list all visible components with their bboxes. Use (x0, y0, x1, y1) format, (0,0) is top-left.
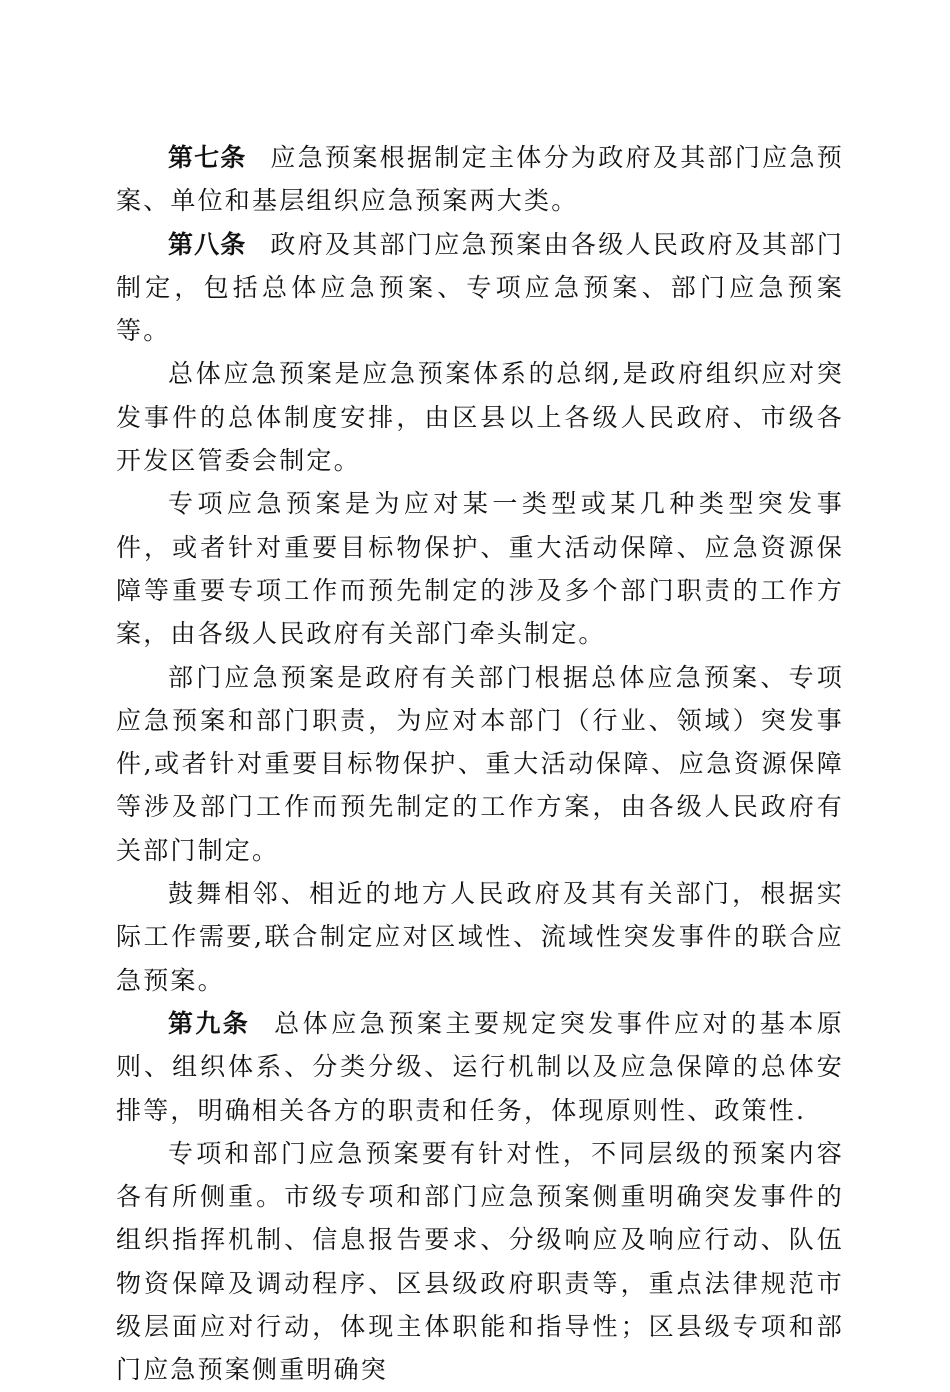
paragraph-text: 总体应急预案是应急预案体系的总纲,是政府组织应对突发事件的总体制度安排，由区县以上各级人民政府、市级各开发区管委会制定。 (116, 359, 844, 476)
paragraph-article-8 (116, 223, 844, 353)
paragraph-text: 专项应急预案是为应对某一类型或某几种类型突发事件，或者针对重要目标物保护、重大活动保障、应急资源保障等重要专项工作而预先制定的涉及多个部门职责的工作方案，由各级人民政府有关部门牵头制定。 (116, 489, 844, 649)
paragraph-article-7 (116, 136, 844, 223)
document-page (116, 136, 844, 1392)
article-heading: 第七条 (168, 143, 247, 172)
paragraph-department-plan (116, 656, 844, 872)
paragraph-text: 专项和部门应急预案要有针对性，不同层级的预案内容各有所侧重。市级专项和部门应急预案侧重明确突发事件的组织指挥机制、信息报告要求、分级响应及响应行动、队伍物资保障及调动程序、区县级政府职责等，重点法律规范市级层面应对行动，体现主体职能和指导性；区县级专项和部门应急预案侧重明确突 (116, 1138, 844, 1385)
paragraph-text: 部门应急预案是政府有关部门根据总体应急预案、专项应急预案和部门职责，为应对本部门（行业、领域）突发事件,或者针对重要目标物保护、重大活动保障、应急资源保障等涉及部门工作而预先制定的工作方案，由各级人民政府有关部门制定。 (116, 662, 844, 865)
paragraph-special-plan (116, 482, 844, 655)
paragraph-article-9 (116, 1002, 844, 1132)
paragraph-text: 应急预案根据制定主体分为政府及其部门应急预案、单位和基层组织应急预案两大类。 (116, 143, 844, 216)
paragraph-overall-plan (116, 352, 844, 482)
article-heading: 第八条 (168, 229, 247, 259)
paragraph-text: 鼓舞相邻、相近的地方人民政府及其有关部门，根据实际工作需要,联合制定应对区域性、流域性突发事件的联合应急预案。 (116, 879, 844, 995)
paragraph-joint-plan (116, 872, 844, 1002)
paragraph-text: 总体应急预案主要规定突发事件应对的基本原则、组织体系、分类分级、运行机制以及应急保障的总体安排等，明确相关各方的职责和任务，体现原则性、政策性. (116, 1008, 844, 1125)
paragraph-special-department-focus (116, 1132, 844, 1392)
article-heading: 第九条 (168, 1008, 251, 1038)
paragraph-text: 政府及其部门应急预案由各级人民政府及其部门制定，包括总体应急预案、专项应急预案、部门应急预案等。 (116, 229, 844, 346)
